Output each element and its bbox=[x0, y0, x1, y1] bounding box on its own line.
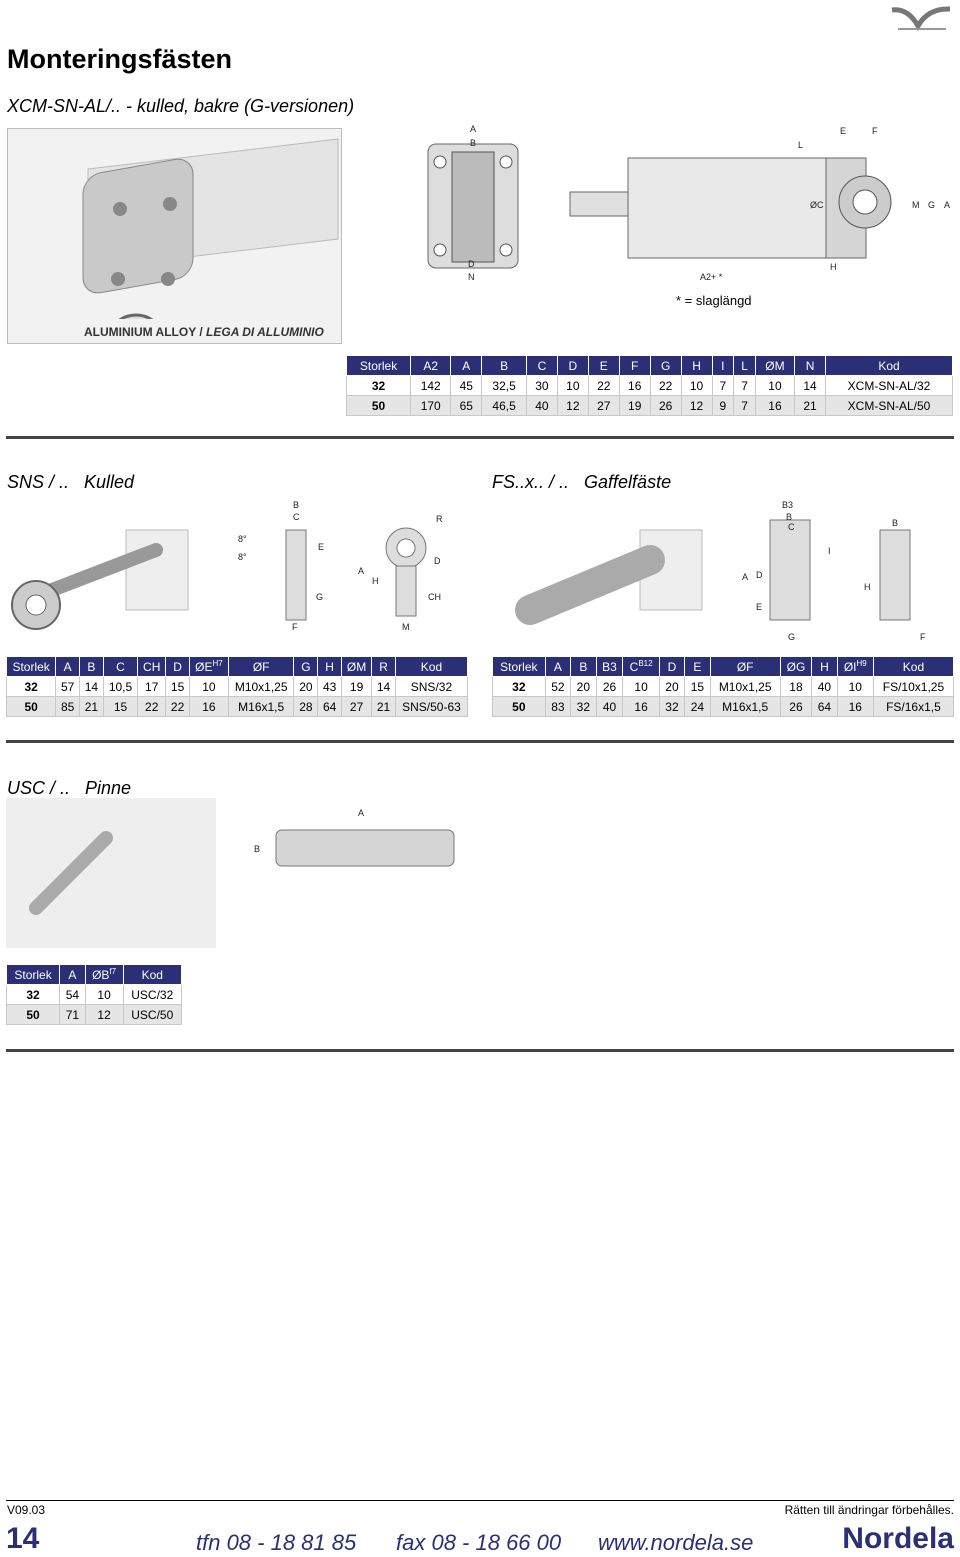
table-cell: 14 bbox=[372, 677, 396, 697]
table-row bbox=[493, 697, 954, 717]
column-header: $ØE^{H7}$ bbox=[189, 657, 228, 677]
column-header: Kod bbox=[123, 965, 181, 985]
table-row bbox=[7, 677, 468, 697]
table-cell: 10 bbox=[837, 677, 873, 697]
column-header: A bbox=[545, 657, 570, 677]
table-cell: 21 bbox=[80, 697, 104, 717]
table-header-row bbox=[7, 965, 182, 985]
spec-table-fs bbox=[492, 656, 954, 717]
section-title-prefix: FS..x.. / .. bbox=[492, 472, 570, 492]
column-header: Storlek bbox=[7, 965, 60, 985]
rights-notice: Rätten till ändringar förbehålles. bbox=[784, 1503, 954, 1517]
vesta-logo-icon bbox=[888, 4, 954, 34]
column-header: N bbox=[795, 356, 826, 376]
dim-label: B bbox=[254, 844, 261, 854]
brand-name: Nordela bbox=[842, 1522, 954, 1555]
column-header: D bbox=[659, 657, 684, 677]
dim-label: I bbox=[828, 546, 831, 556]
table-cell: 54 bbox=[60, 985, 86, 1005]
dim-label: B bbox=[786, 512, 793, 522]
dim-label: M bbox=[912, 200, 920, 210]
table-cell: 71 bbox=[60, 1005, 86, 1025]
column-header: $ØB^{f7}$ bbox=[85, 965, 123, 985]
table-cell: XCM-SN-AL/50 bbox=[826, 396, 953, 416]
photo-caption-b: LEGA DI ALLUMINIO bbox=[206, 325, 324, 339]
table-cell: 26 bbox=[780, 697, 811, 717]
table-cell: 85 bbox=[56, 697, 80, 717]
table-cell: M16x1,5 bbox=[228, 697, 294, 717]
column-header: F bbox=[619, 356, 650, 376]
photo-caption-a: ALUMINIUM ALLOY bbox=[84, 325, 196, 339]
table-cell: 43 bbox=[318, 677, 342, 697]
dim-label: G bbox=[316, 592, 324, 602]
column-header: G bbox=[650, 356, 681, 376]
column-header: G bbox=[294, 657, 318, 677]
table-cell: 10 bbox=[681, 376, 712, 396]
table-cell: M10x1,25 bbox=[228, 677, 294, 697]
dim-label: A bbox=[358, 566, 365, 576]
dim-label: F bbox=[292, 622, 298, 632]
table-cell: 12 bbox=[85, 1005, 123, 1025]
dim-label: B bbox=[293, 500, 300, 510]
table-cell: 28 bbox=[294, 697, 318, 717]
section-title-fs bbox=[492, 472, 671, 493]
dim-label: R bbox=[436, 514, 443, 524]
section-title-prefix: USC / .. bbox=[7, 778, 71, 798]
table-cell: 10 bbox=[557, 376, 588, 396]
table-cell: 16 bbox=[755, 396, 794, 416]
column-header: ØG bbox=[780, 657, 811, 677]
section-title-sns bbox=[7, 472, 134, 493]
table-cell: 22 bbox=[166, 697, 190, 717]
table-cell: FS/10x1,25 bbox=[873, 677, 953, 697]
column-header: D bbox=[166, 657, 190, 677]
table-cell: 19 bbox=[342, 677, 372, 697]
table-cell: 21 bbox=[372, 697, 396, 717]
table-cell: 14 bbox=[80, 677, 104, 697]
dim-label: D bbox=[756, 570, 763, 580]
table-cell: 22 bbox=[138, 697, 166, 717]
dim-label: A bbox=[358, 808, 365, 818]
table-row bbox=[493, 677, 954, 697]
table-cell: 12 bbox=[681, 396, 712, 416]
column-header: $ØI^{H9}$ bbox=[837, 657, 873, 677]
column-header: ØF bbox=[228, 657, 294, 677]
table-cell: 17 bbox=[138, 677, 166, 697]
website-link[interactable]: www.nordela.se bbox=[598, 1530, 754, 1555]
table-cell: 32 bbox=[347, 376, 411, 396]
table-row bbox=[7, 697, 468, 717]
table-cell: 20 bbox=[659, 677, 684, 697]
stroke-note: * = slaglängd bbox=[676, 293, 752, 308]
footer-rule bbox=[6, 1500, 954, 1501]
fax-number: fax 08 - 18 66 00 bbox=[396, 1530, 562, 1555]
dim-label: B bbox=[892, 518, 899, 528]
column-header: $C^{B12}$ bbox=[623, 657, 659, 677]
column-header: R bbox=[372, 657, 396, 677]
table-cell: 18 bbox=[780, 677, 811, 697]
table-cell: 40 bbox=[526, 396, 557, 416]
column-header: D bbox=[557, 356, 588, 376]
dim-label: F bbox=[872, 126, 878, 136]
column-header: Kod bbox=[395, 657, 467, 677]
section-divider bbox=[6, 436, 954, 439]
table-cell: 50 bbox=[347, 396, 411, 416]
dim-label: E bbox=[756, 602, 763, 612]
section-divider bbox=[6, 1049, 954, 1052]
table-cell: 46,5 bbox=[482, 396, 527, 416]
dim-label: ØC bbox=[810, 200, 824, 210]
table-cell: 30 bbox=[526, 376, 557, 396]
table-cell: 32 bbox=[7, 985, 60, 1005]
table-cell: 27 bbox=[342, 697, 372, 717]
table-cell: 27 bbox=[588, 396, 619, 416]
section-title-xcm: XCM-SN-AL/.. - kulled, bakre (G-versionen) bbox=[7, 96, 355, 116]
table-cell: 22 bbox=[650, 376, 681, 396]
column-header: B3 bbox=[596, 657, 623, 677]
dim-label: F bbox=[920, 632, 926, 642]
column-header: Kod bbox=[826, 356, 953, 376]
table-cell: 15 bbox=[166, 677, 190, 697]
table-cell: 20 bbox=[294, 677, 318, 697]
dim-label: H bbox=[830, 262, 837, 272]
dim-label: E bbox=[318, 542, 325, 552]
table-cell: 16 bbox=[623, 697, 659, 717]
section-title-name: Pinne bbox=[85, 778, 132, 798]
table-cell: 7 bbox=[734, 396, 756, 416]
mount-photo-illustration bbox=[8, 129, 341, 319]
table-cell: 15 bbox=[103, 697, 137, 717]
dim-label: B bbox=[470, 138, 477, 148]
column-header: ØM bbox=[342, 657, 372, 677]
table-row bbox=[347, 376, 953, 396]
table-cell: 50 bbox=[7, 697, 56, 717]
table-cell: USC/50 bbox=[123, 1005, 181, 1025]
table-cell: FS/16x1,5 bbox=[873, 697, 953, 717]
product-photo-xcm bbox=[7, 128, 342, 344]
table-cell: 40 bbox=[596, 697, 623, 717]
dim-label: A bbox=[944, 200, 951, 210]
table-cell: 15 bbox=[685, 677, 710, 697]
table-row bbox=[7, 1005, 182, 1025]
section-title-name: Kulled bbox=[84, 472, 135, 492]
section-title-name: Gaffelfäste bbox=[584, 472, 672, 492]
column-header: Kod bbox=[873, 657, 953, 677]
column-header: E bbox=[685, 657, 710, 677]
dim-label: C bbox=[293, 512, 300, 522]
table-cell: SNS/50-63 bbox=[395, 697, 467, 717]
section-title-prefix: SNS / .. bbox=[7, 472, 70, 492]
photo-caption bbox=[84, 325, 324, 339]
drawing-fs bbox=[490, 500, 954, 645]
dim-label: 8° bbox=[238, 534, 247, 544]
column-header: I bbox=[712, 356, 734, 376]
column-header: Storlek bbox=[7, 657, 56, 677]
table-cell: 32 bbox=[571, 697, 596, 717]
table-header-row bbox=[493, 657, 954, 677]
dim-label: L bbox=[798, 140, 804, 150]
photo-caption-sep: / bbox=[199, 325, 203, 339]
dim-label: CH bbox=[428, 592, 441, 602]
dim-label: G bbox=[788, 632, 796, 642]
table-cell: 10 bbox=[85, 985, 123, 1005]
dim-label: A bbox=[742, 572, 749, 582]
column-header: C bbox=[526, 356, 557, 376]
section-divider bbox=[6, 740, 954, 743]
drawing-usc bbox=[6, 798, 466, 958]
table-cell: 32 bbox=[493, 677, 546, 697]
table-cell: 65 bbox=[451, 396, 482, 416]
dim-label: H bbox=[864, 582, 871, 592]
dim-label: A bbox=[470, 124, 477, 134]
technical-drawing-xcm bbox=[390, 122, 960, 290]
table-cell: 26 bbox=[596, 677, 623, 697]
table-cell: SNS/32 bbox=[395, 677, 467, 697]
table-cell: 26 bbox=[650, 396, 681, 416]
table-cell: 142 bbox=[411, 376, 451, 396]
table-cell: 16 bbox=[619, 376, 650, 396]
spec-table-usc bbox=[6, 964, 182, 1025]
column-header: C bbox=[103, 657, 137, 677]
table-cell: USC/32 bbox=[123, 985, 181, 1005]
column-header: B bbox=[482, 356, 527, 376]
dim-label: A2+ * bbox=[700, 272, 723, 282]
table-cell: 170 bbox=[411, 396, 451, 416]
spec-table-xcm bbox=[346, 355, 953, 416]
column-header: E bbox=[588, 356, 619, 376]
table-row bbox=[347, 396, 953, 416]
column-header: ØM bbox=[755, 356, 794, 376]
dim-label: G bbox=[928, 200, 936, 210]
column-header: A2 bbox=[411, 356, 451, 376]
column-header: Storlek bbox=[493, 657, 546, 677]
table-cell: 32 bbox=[7, 677, 56, 697]
drawing-sns bbox=[6, 500, 468, 645]
dim-label: E bbox=[840, 126, 847, 136]
table-cell: 22 bbox=[588, 376, 619, 396]
table-cell: 10,5 bbox=[103, 677, 137, 697]
column-header: B bbox=[80, 657, 104, 677]
column-header: B bbox=[571, 657, 596, 677]
table-cell: 64 bbox=[318, 697, 342, 717]
column-header: H bbox=[318, 657, 342, 677]
column-header: H bbox=[812, 657, 837, 677]
table-cell: 52 bbox=[545, 677, 570, 697]
table-cell: 50 bbox=[7, 1005, 60, 1025]
table-cell: 64 bbox=[812, 697, 837, 717]
table-cell: M10x1,25 bbox=[710, 677, 780, 697]
table-cell: 9 bbox=[712, 396, 734, 416]
table-cell: XCM-SN-AL/32 bbox=[826, 376, 953, 396]
section-title-usc bbox=[7, 778, 131, 799]
table-cell: 57 bbox=[56, 677, 80, 697]
dim-label: D bbox=[468, 259, 475, 269]
page-number: 14 bbox=[6, 1522, 40, 1555]
table-cell: 45 bbox=[451, 376, 482, 396]
table-cell: 19 bbox=[619, 396, 650, 416]
table-cell: 7 bbox=[712, 376, 734, 396]
dim-label: H bbox=[372, 576, 379, 586]
dim-label: B3 bbox=[782, 500, 794, 510]
table-cell: 14 bbox=[795, 376, 826, 396]
table-header-row bbox=[347, 356, 953, 376]
table-cell: 32,5 bbox=[482, 376, 527, 396]
dim-label: M bbox=[402, 622, 410, 632]
table-cell: 16 bbox=[837, 697, 873, 717]
column-header: A bbox=[56, 657, 80, 677]
table-cell: M16x1,5 bbox=[710, 697, 780, 717]
table-cell: 10 bbox=[755, 376, 794, 396]
table-cell: 10 bbox=[623, 677, 659, 697]
table-cell: 7 bbox=[734, 376, 756, 396]
table-cell: 32 bbox=[659, 697, 684, 717]
column-header: ØF bbox=[710, 657, 780, 677]
table-cell: 10 bbox=[189, 677, 228, 697]
column-header: CH bbox=[138, 657, 166, 677]
dim-label: 8° bbox=[238, 552, 247, 562]
dim-label: C bbox=[788, 522, 795, 532]
table-cell: 20 bbox=[571, 677, 596, 697]
table-cell: 83 bbox=[545, 697, 570, 717]
column-header: L bbox=[734, 356, 756, 376]
dim-label: D bbox=[434, 556, 441, 566]
table-cell: 21 bbox=[795, 396, 826, 416]
table-cell: 40 bbox=[812, 677, 837, 697]
table-header-row bbox=[7, 657, 468, 677]
column-header: Storlek bbox=[347, 356, 411, 376]
table-cell: 16 bbox=[189, 697, 228, 717]
dim-label: N bbox=[468, 272, 475, 282]
column-header: A bbox=[60, 965, 86, 985]
column-header: A bbox=[451, 356, 482, 376]
table-cell: 50 bbox=[493, 697, 546, 717]
table-cell: 24 bbox=[685, 697, 710, 717]
table-cell: 12 bbox=[557, 396, 588, 416]
spec-table-sns bbox=[6, 656, 468, 717]
column-header: H bbox=[681, 356, 712, 376]
page-title: Monteringsfästen bbox=[7, 44, 233, 74]
table-row bbox=[7, 985, 182, 1005]
phone-number: tfn 08 - 18 81 85 bbox=[196, 1530, 357, 1555]
version-label: V09.03 bbox=[7, 1503, 46, 1517]
